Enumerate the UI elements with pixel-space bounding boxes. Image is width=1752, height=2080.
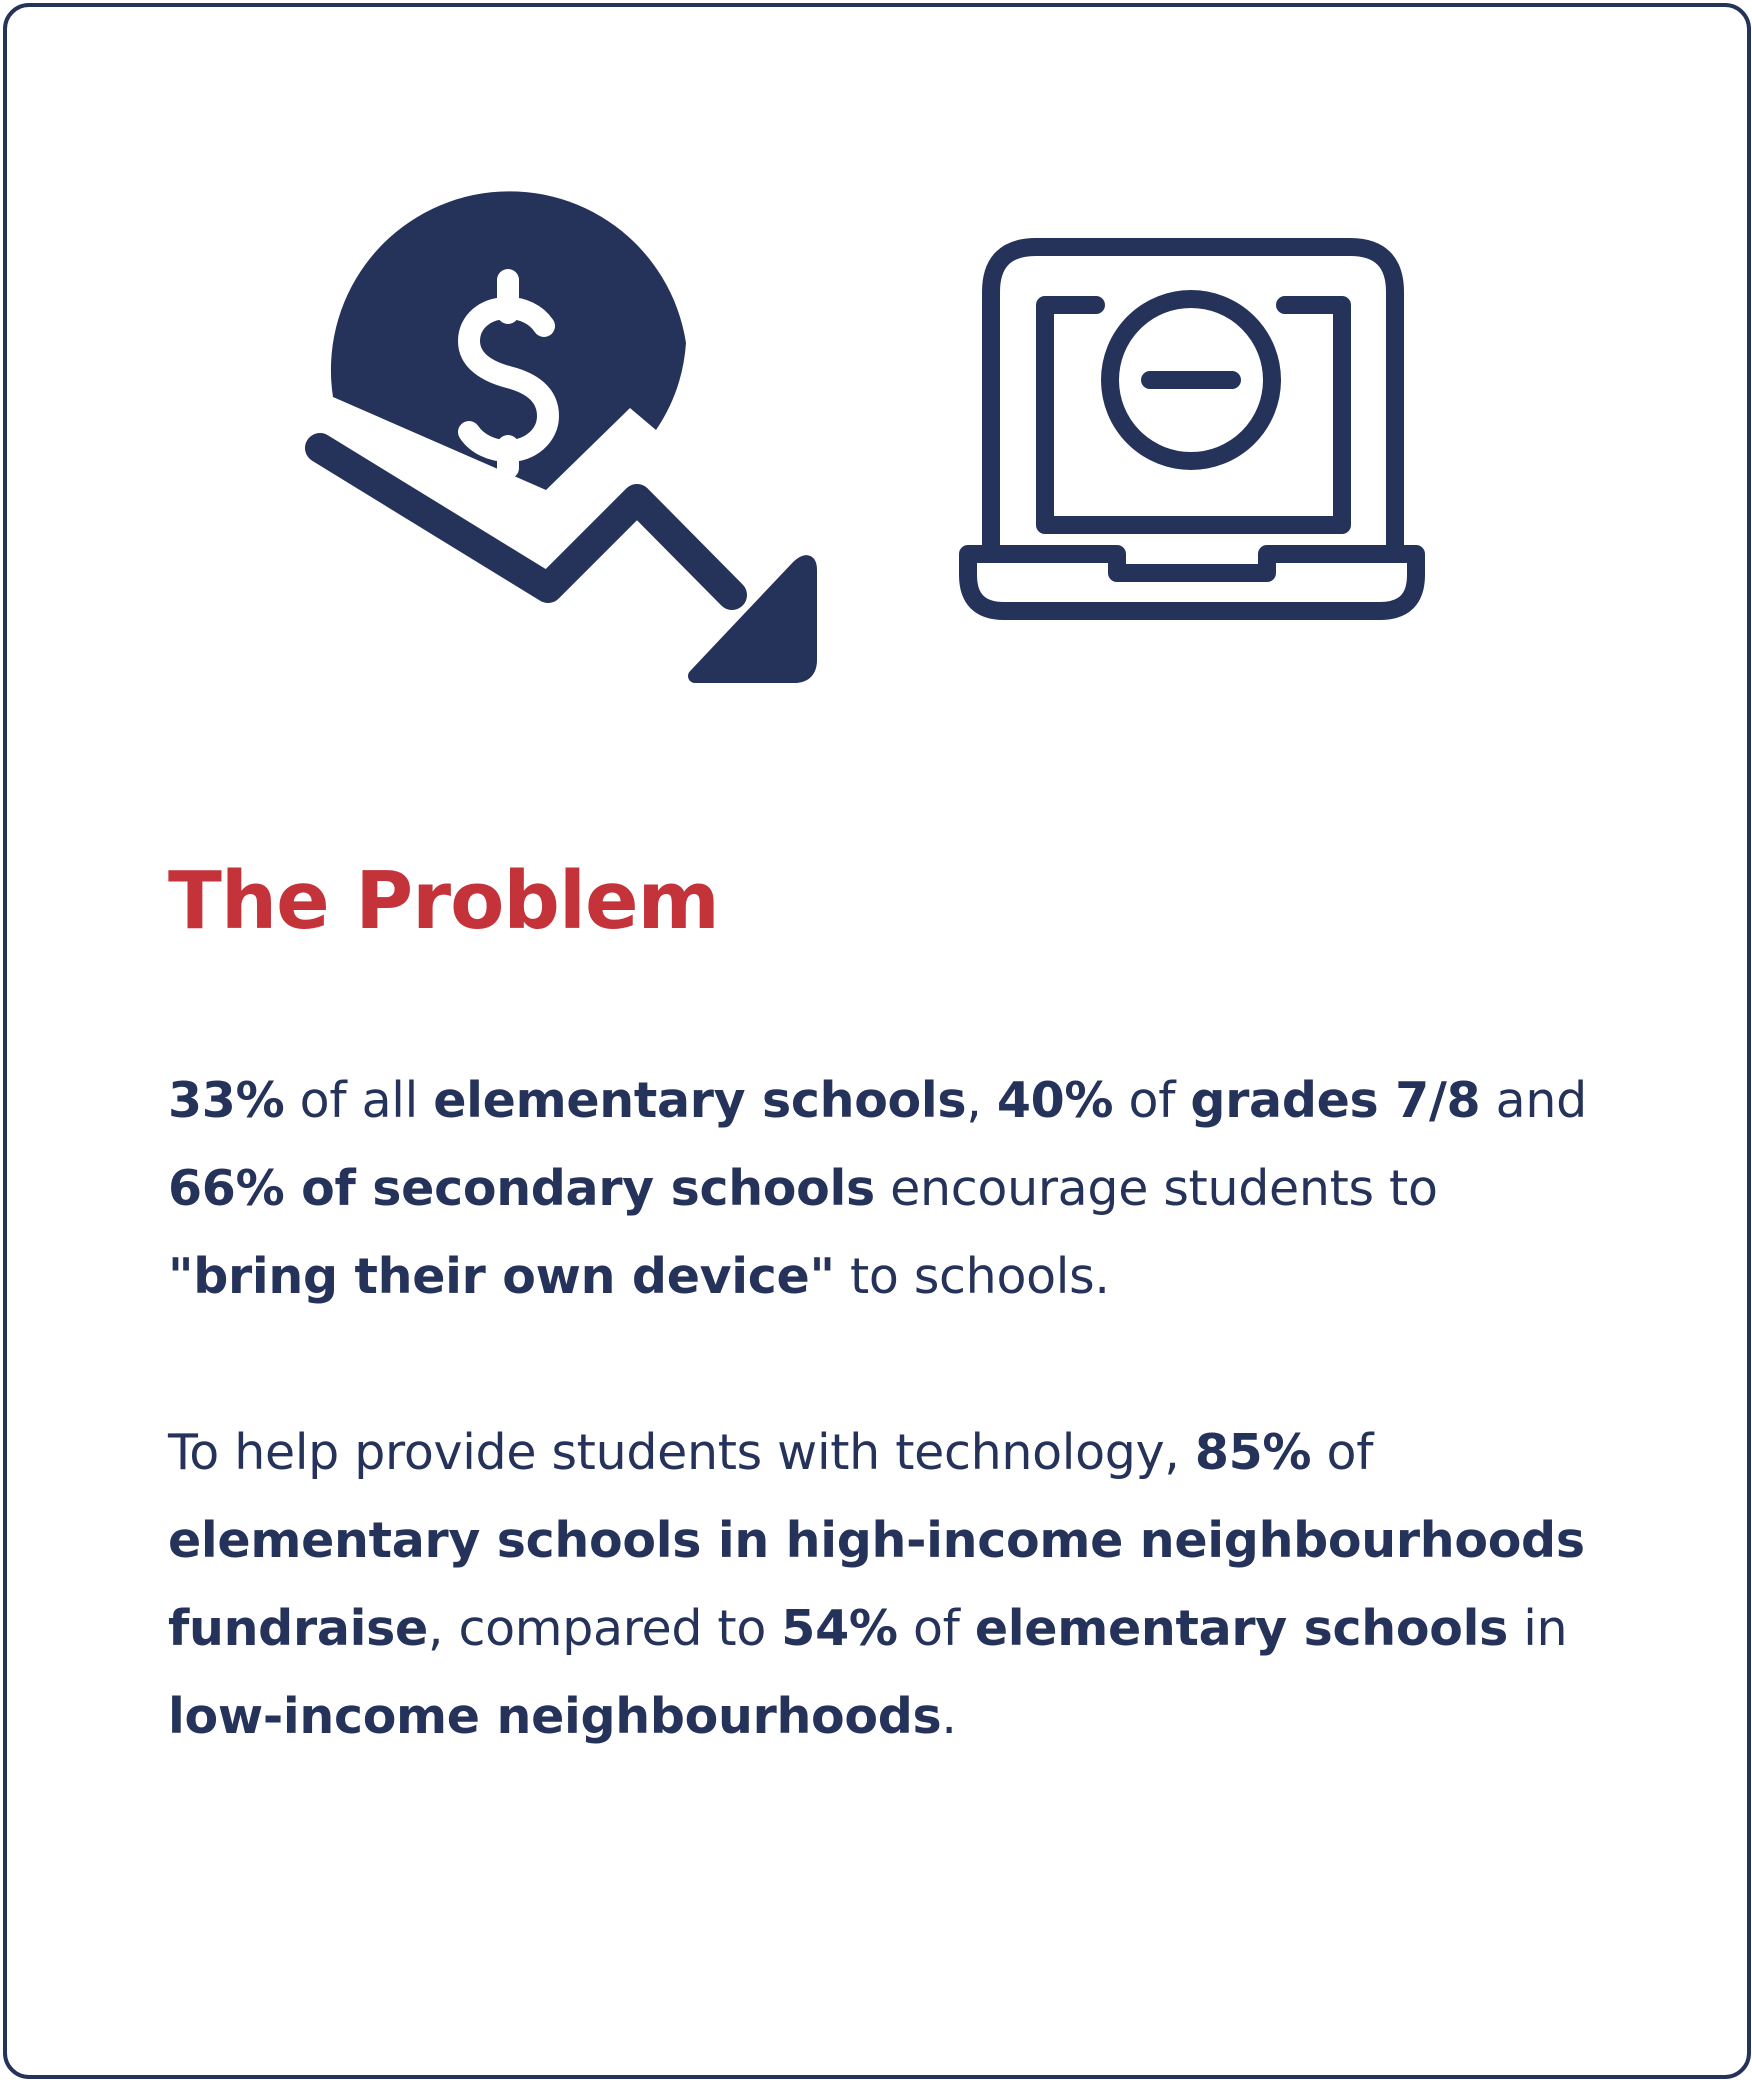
- emphasis-elementary-schools: elementary schools: [433, 1072, 967, 1129]
- emphasis-grades: grades 7/8: [1190, 1072, 1481, 1129]
- stat-85-percent: 85%: [1194, 1424, 1312, 1481]
- stat-54-percent: 54%: [781, 1600, 898, 1657]
- emphasis-byod-quote: "bring their own device": [168, 1248, 835, 1305]
- emphasis-low-income: low-income neighbourhoods: [168, 1688, 942, 1745]
- text-span: of all: [284, 1072, 434, 1129]
- text-span: in: [1507, 1600, 1568, 1657]
- stat-40-percent: 40%: [996, 1072, 1114, 1129]
- page-title: The Problem: [168, 855, 719, 947]
- emphasis-high-income-fundraise: elementary schools in high-income neighbourhoods fundraise: [168, 1512, 1585, 1657]
- statistic-paragraph-fundraising: [168, 1409, 1608, 1761]
- text-span: .: [941, 1688, 957, 1745]
- falling-money-icon: [300, 190, 830, 710]
- text-span: ,: [966, 1072, 997, 1129]
- text-span: To help provide students with technology,: [168, 1424, 1195, 1481]
- laptop-minus-icon: [950, 230, 1440, 630]
- statistic-paragraph-byod: [168, 1057, 1608, 1321]
- text-span: to schools.: [834, 1248, 1110, 1305]
- text-span: of: [897, 1600, 975, 1657]
- text-span: encourage students to: [874, 1160, 1438, 1217]
- icon-row: [0, 0, 1752, 760]
- stat-33-percent: 33%: [168, 1072, 285, 1129]
- text-span: of: [1113, 1072, 1191, 1129]
- text-span: and: [1480, 1072, 1587, 1129]
- stat-66-percent-secondary: 66% of secondary schools: [168, 1160, 875, 1217]
- text-span: , compared to: [427, 1600, 782, 1657]
- emphasis-elementary-schools: elementary schools: [974, 1600, 1508, 1657]
- text-span: of: [1311, 1424, 1374, 1481]
